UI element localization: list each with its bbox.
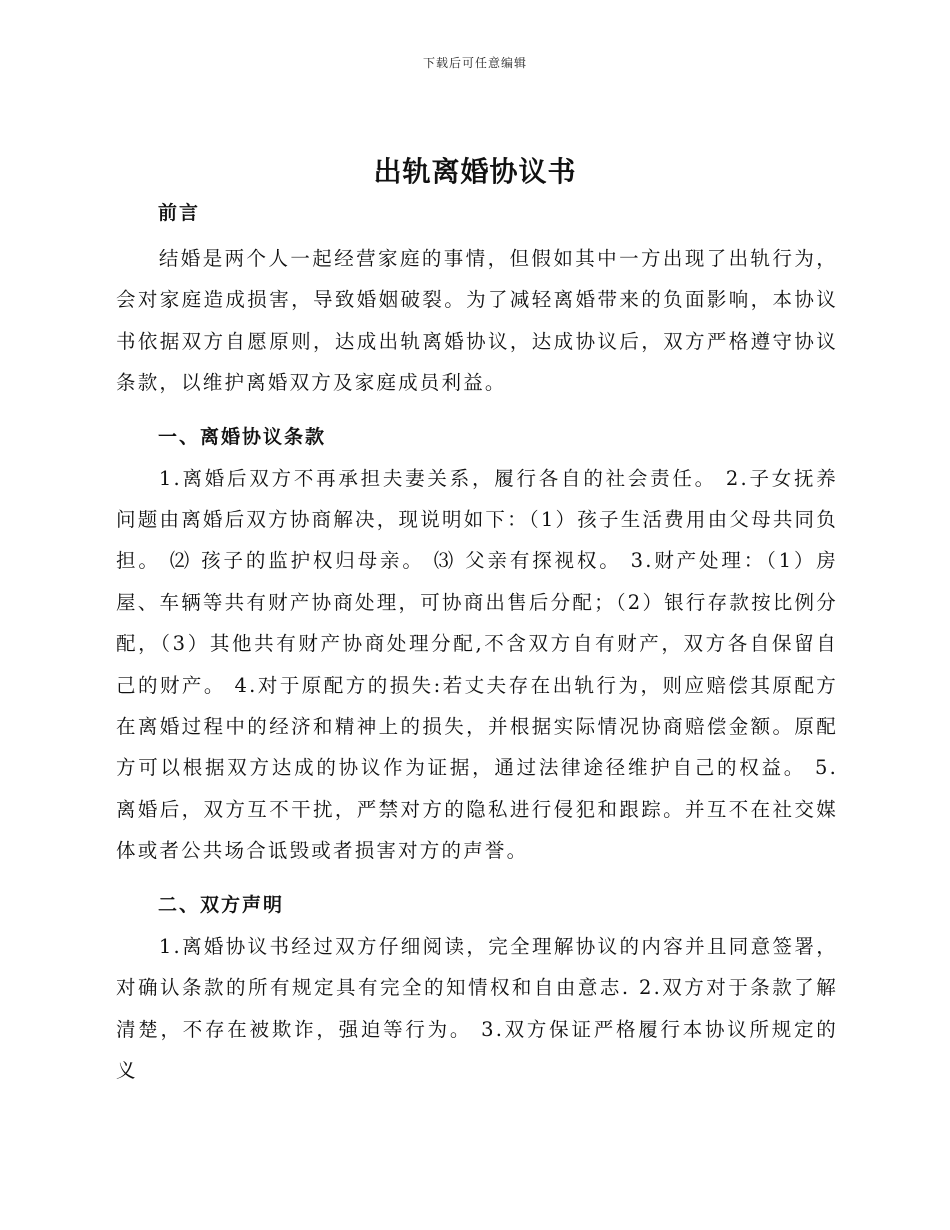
section-heading-declarations: 二、双方声明 (158, 893, 285, 916)
section-heading-agreement-terms: 一、离婚协议条款 (158, 425, 327, 448)
declarations-paragraph: 1.离婚协议书经过双方仔细阅读，完全理解协议的内容并且同意签署，对确认条款的所有规定具有完全的知情权和自由意志. 2.双方对于条款了解清楚，不存在被欺诈，强迫等行为。 3.双方保证严格履行本协议所规定的义 (116, 934, 838, 1082)
header-note: 下载后可任意编辑 (422, 56, 527, 70)
document-body (116, 196, 838, 1091)
agreement-terms-paragraph: 1.离婚后双方不再承担夫妻关系，履行各自的社会责任。 2.子女抚养问题由离婚后双方协商解决，现说明如下：（1）孩子生活费用由父母共同负担。 ⑵ 孩子的监护权归母亲。 ⑶ 父亲有探视权。 3.财产处理：（1）房屋、车辆等共有财产协商处理，可协商出售后分配；（2）银行存款按比例分配，（3）其他共有财产协商处理分配,不含双方自有财产，双方各自保留自己的财产。 4.对于原配方的损失:若丈夫存在出轨行为，则应赔偿其原配方在离婚过程中的经济和精神上的损失，并根据实际情况协商赔偿金额。原配方可以根据双方达成的协议作为证据，通过法律途径维护自己的权益。 5.离婚后，双方互不干扰，严禁对方的隐私进行侵犯和跟踪。并互不在社交媒体或者公共场合诋毁或者损害对方的声誉。 (116, 466, 838, 863)
preface-paragraph: 结婚是两个人一起经营家庭的事情，但假如其中一方出现了出轨行为，会对家庭造成损害，导致婚姻破裂。为了减轻离婚带来的负面影响，本协议书依据双方自愿原则，达成出轨离婚协议，达成协议后，双方严格遵守协议条款，以维护离婚双方及家庭成员利益。 (116, 247, 838, 395)
document-title: 出轨离婚协议书 (373, 155, 577, 188)
preface-heading: 前言 (158, 202, 201, 224)
